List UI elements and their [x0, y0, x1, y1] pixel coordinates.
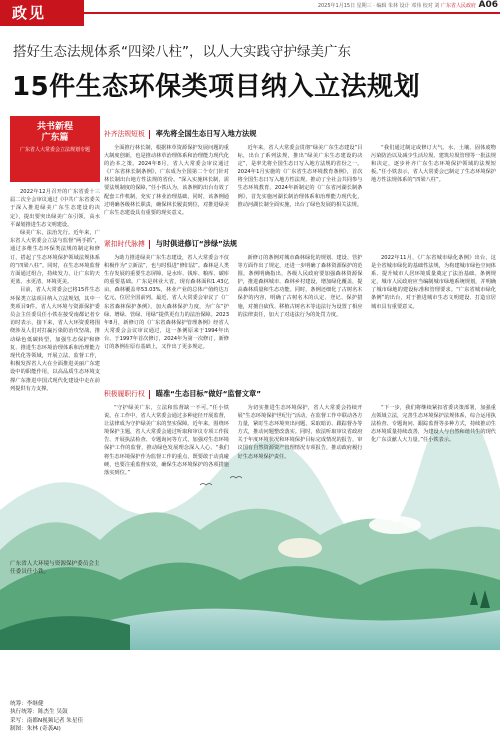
banner-title-2: 广东篇	[41, 133, 69, 143]
photo-caption: 广东省人大环境与资源保护委员会主任委员任小铁。	[10, 561, 100, 575]
left-column	[10, 116, 100, 393]
issue-info-text: 2025年1月15日 星期三 · 编辑 朱林 设计 邓伟 校对 刘	[317, 3, 440, 9]
section-label: 政见	[0, 0, 84, 26]
credit-line: 执行统筹：陈杰生 吴鼓	[10, 709, 68, 716]
intro-paragraph: 2022年12月召开的广东省委十三届二次全会审议通过《中共广东省委关于深入推进绿美广东生态建设的决定》，提出要突出绿美广东引领，高水平谋划推进生态文明建设。	[10, 189, 100, 228]
issue-info-highlight: 广东省人民政府	[440, 3, 476, 9]
section-tag: 补齐法规短板	[104, 130, 150, 139]
body-text: 全面推行林长制，根据林草资源保护发展问题的重大制度创新，也是推动林草治理体系和治理能力现代化的治本之策。2024年8月，省人大常委会审议通过《广东省林长制条例》，广东成为全国第二个专门针对林长制出台地方性法规的省份。“深入实施林长制，需要法规制度的保障，”任小铁认为，该条例的出台有效了配套工作机制，充实了林业治理基础，同时，该条例通过明确各级林长职责，确保林长履责到位，对推进绿美广东生态建设具有重要的现实意义。	[104, 145, 229, 216]
headline: 15件生态环保类项目纳入立法规划	[12, 72, 421, 102]
column-banner	[10, 116, 100, 182]
body-text: “守护绿美广东，立法和监督缺一不可。”任小铁说。在工作中，省人大常委会通过多种途径开展监督，让法律成为守护绿美广东的坚实保障。近年来，围绕环境保护主题，省人大常委会通过听取和审议专项工作报告、开展执法检查、专题询问等方式，加强对生态环境保护工作的监督，推动绿色发展理念深入人心。“我们将生态环境保护作为监督工作的重点，既要敢于动真碰硬，也要注重监督实效，确保生态环境保护的各项措施落实到位。”	[104, 405, 229, 476]
body-text: 为助力推进绿美广东生态建设，省人大常委会不仅积极作为“立新法”，也与时俱进“修旧法”。森林是人类生存发展的重要生态屏障，是水库、钱库、粮库、碳库的重要基础。广东是林业大省，现有森林面积1.43亿亩，森林覆盖率53.03%，林业产业的总体产值约达万亿元，位居全国前列。最近，省人大常委会审议了《广东省森林保护条例》，加大森林保护力度，为广东“护绿、增绿、管绿、用绿”提供更有力的法治保障。2023年8月，新修订的《广东省森林保护管理条例》经省人大常委会会议审议通过，这一条例原来于1994年出台，于1997年首次修订，2024年为第一次修订，新修订的条例在原有基础上，又作出了更多规定。	[104, 255, 229, 351]
credit-line: 统筹：李继健	[10, 701, 44, 707]
section-tag: 紧扣时代脉搏	[104, 240, 150, 249]
top-rule	[84, 12, 500, 14]
body-text: 2022年11月，《广东省城市绿化条例》出台，这是全省城市绿化的基础性法规，为构建城市绿色空间体系、提升城市人居环境质量奠定了法治基础。条例规定，城市人民政府应当编制城市绿地系统规划，并明确了城市绿地的建设标准和管理要求。“广东省城市绿化条例”的出台，对于推进城市生态文明建设、打造宜居城市具有重要意义。	[371, 255, 496, 310]
section-title: 率先将全国生态日写入地方法规	[155, 129, 257, 138]
section-title: 瞄准“生态目标”做好“监督文章”	[155, 389, 261, 398]
banner-title-1: 共书新程	[36, 122, 73, 132]
intro-paragraph: 绿美广东，法治先行。近年来，广东省人大常委会立法与监督“两手抓”，通过多维生态环保类法规的制定和修订，搭起了生态环境保护领域法规体系的“四梁八柱”。同时，在生态环境监督方面通过组合，持续发力，让广东的天更蓝、水更清、环境更美。	[10, 230, 100, 286]
body-text: “下一步，我们将继续紧扣省委决策部署，加强重点领域立法，完善生态环境保护法规体系，综合运用执法检查、专题询问、跟踪监督等多种方式，持续推动生态环境质量持续改善，为建设人与自然和谐共生的现代化广东贡献人大力量。”任小铁表示。	[371, 405, 496, 444]
masthead-bar	[0, 0, 500, 26]
intro-text	[10, 188, 100, 393]
credit-line: 制图：朱林 (奇袭AI)	[10, 726, 61, 733]
credit-line: 采写：南都N视频记者 朱星佳	[10, 717, 84, 724]
body-text: 为切实推进生态环境保护，省人大常委会持续开展“生态环境保护世纪行”活动，在监督工作中联动各方力量，紧盯生态环境突出问题，采取暗访、跟踪督办等方式，推动问题整改落实。同时，依法听取审议省政府关于年度环境状况和环境保护目标完成情况的报告，审议国有自然资源资产管理情况专项报告，推动政府履行好生态环境保护责任。	[237, 405, 363, 460]
section-tag: 积极履职行权	[104, 390, 150, 399]
banner-subtitle: 广东省人大常委会立法规划专题	[19, 147, 90, 153]
article-section-1	[104, 128, 496, 240]
section-title: 与时俱进修订“涉绿”法规	[155, 239, 238, 248]
credits	[10, 700, 210, 734]
subheadline: 搭好生态法规体系“四梁八柱”，以人大实践守护绿美广东	[13, 44, 351, 60]
body-text: 新修订的条例对城市森林绿化的规划、建设、管护等方面作出了规定，还进一步明确了森林资源保护的范围。条例明确指出，各级人民政府要加强森林资源保护，推进森林城市、森林乡村建设，增加绿化覆盖，提高森林质量和生态功能。同时，条例还细化了古树名木保护的内容，明确了古树名木的认定、登记、保护措施，对擅自砍伐、移植古树名木等违法行为设置了相应的法律责任，加大了对违法行为的处罚力度。	[237, 255, 363, 318]
page-number: A06	[478, 0, 498, 10]
body-text: “我们通过制定或修订大气、水、土壤、固体废物污染防治以及减少生活垃圾、建筑垃圾管理等一批法规和决定，逐步补齐广东生态环境保护领域的法规短板。”任小铁表示，省人大常委会已制定了生态环境保护地方性法规体系的“四梁八柱”。	[371, 145, 496, 184]
article-section-3	[104, 388, 496, 514]
issue-info	[150, 2, 500, 12]
body-text: 近年来，省人大常委会贯彻“绿美广东生态建设”目标，出台了系列法规，推出“绿美广东生态建设的决定”，是率先将全国生态日写入地方法规的省份之一。2024年1月实施的《广东省生态环境教育条例》，首次将全国生态日写入地方性法规，推动了全社会共同参与生态环境教育。2024年新制定的《广东省河湖长制条例》，首先实施河湖长制治理体系和治理能力现代化，推动河湖长制全面实施，出台了绿色发展的相关法规。	[237, 145, 363, 208]
article-section-2	[104, 238, 496, 390]
intro-paragraph: 目前，省人大常委会已将15件生态环保类立法项目纳入立法规划，其中一类项目9件。省人大环境与资源保护委员会主任委员任小铁在接受南都记者专访时表示，接下来，省人大环资委将围绕涉及人们对打赢污染防治攻坚战，推动绿色低碳转型，加强生态保护和修复、推进生态环境治理体系和治理能力现代化等领域，开展立法、监督工作，积极发挥省人大在全面推进美丽广东建设中的职能作用，以高品质生态环境支撑广东推进中国式现代化建设中走在前列提供有力支撑。	[10, 287, 100, 392]
